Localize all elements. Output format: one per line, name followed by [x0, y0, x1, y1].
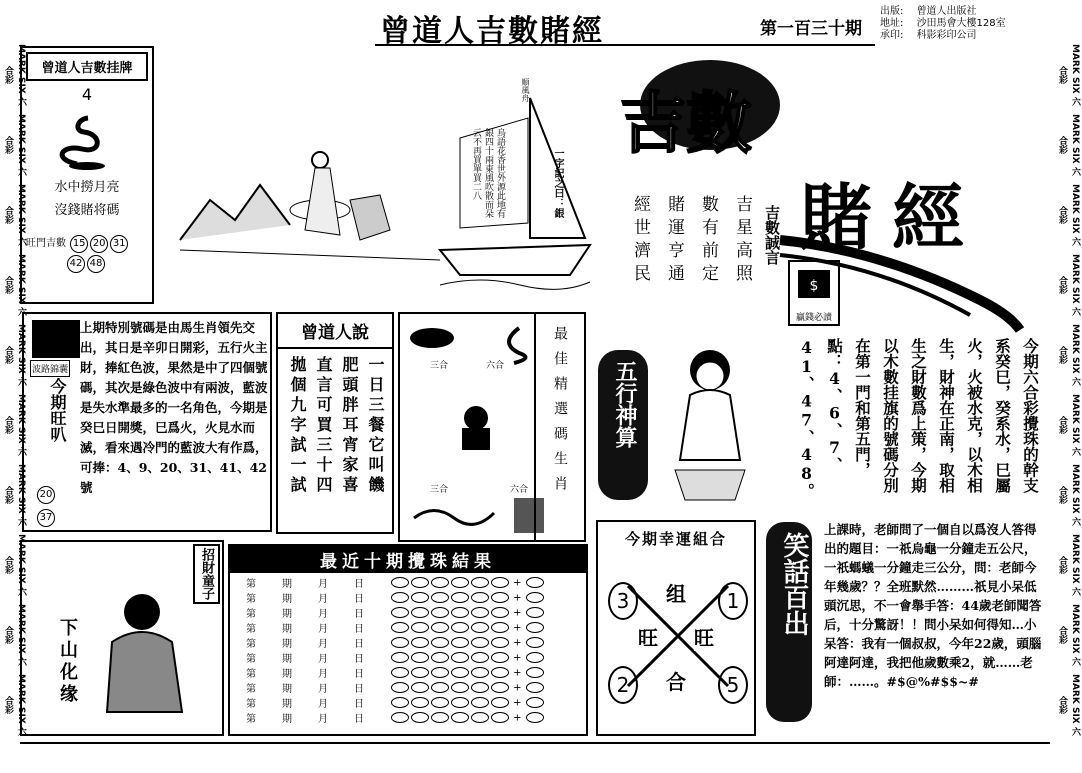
zodiac-label: 三合 [430, 485, 449, 495]
plus-sign: + [510, 652, 525, 664]
ball-slot [491, 712, 509, 723]
boat-poem-text: 烏語花香世外源此地有銀四十兩東風吹散而朵云不再買單買二八 [471, 128, 505, 218]
ball-slot [431, 712, 449, 723]
ball-slot [471, 697, 489, 708]
lucky-numbers-label: 旺門吉數 [26, 238, 66, 249]
win-badge-label: 贏錢必讀 [795, 313, 832, 323]
snake-icon [22, 104, 152, 174]
motto-head: 吉數誠言 [763, 205, 781, 265]
plus-sign: + [510, 637, 525, 649]
money-icon [790, 262, 838, 306]
ball-slot [411, 697, 429, 708]
results-row [244, 665, 547, 680]
zodiac-label: 六合 [486, 361, 505, 371]
ball-slot [451, 637, 469, 648]
results-cell: 第 [246, 594, 256, 605]
lucky-combo-box [596, 520, 756, 736]
ball-slot [451, 667, 469, 678]
descend-caption: 下山化缘 [57, 618, 78, 706]
lucky-number: 15 [70, 235, 88, 253]
ball-slot [391, 652, 409, 663]
results-row [244, 680, 547, 695]
zodiac-divider [534, 314, 536, 540]
ball-slot [471, 652, 489, 663]
special-ball-slot [526, 712, 544, 723]
results-cell: 日 [354, 714, 364, 725]
plus-sign: + [510, 712, 525, 724]
strip-label: MARK SIX 六合彩 [3, 674, 26, 736]
plus-sign: + [510, 622, 525, 634]
ball-slot [451, 697, 469, 708]
ball-slot [391, 667, 409, 678]
combo-number: 5 [718, 666, 748, 704]
ball-slot [391, 577, 409, 588]
zeng-col: 拋個九字試一試 [288, 356, 307, 496]
special-ball-slot [526, 652, 544, 663]
zodiac-animals [404, 318, 554, 538]
strip-label: MARK SIX 六合彩 [3, 324, 26, 386]
ball-slot [451, 622, 469, 633]
strip-label: MARK SIX 六合彩 [3, 464, 26, 526]
ball-slot [411, 652, 429, 663]
results-cell: 日 [354, 594, 364, 605]
right-side-strip [1056, 40, 1078, 740]
lucky-number: 20 [90, 235, 108, 253]
results-balls [388, 650, 547, 665]
results-balls [388, 680, 547, 695]
results-cell: 期 [282, 639, 292, 650]
special-ball-slot [526, 577, 544, 588]
strip-label: MARK SIX 六合彩 [1057, 254, 1080, 316]
results-balls [388, 635, 547, 650]
combo-char: 合 [666, 666, 686, 695]
results-cell: 日 [354, 609, 364, 620]
results-row [244, 710, 547, 725]
big-title-line2: 賭經 [800, 175, 985, 260]
results-cell: 第 [246, 639, 256, 650]
ball-slot [431, 667, 449, 678]
jokes-badge [766, 522, 812, 722]
motto-col: 經世濟民 [630, 195, 650, 287]
results-cell: 期 [282, 714, 292, 725]
zeng-says-title: 曾道人說 [278, 314, 392, 349]
strip-label: MARK SIX 六合彩 [1057, 604, 1080, 666]
plus-sign: + [510, 592, 525, 604]
ball-slot [431, 637, 449, 648]
results-cell: 第 [246, 624, 256, 635]
ball-slot [411, 592, 429, 603]
strip-label: MARK SIX 六合彩 [1057, 324, 1080, 386]
ball-slot [491, 697, 509, 708]
ball-slot [471, 667, 489, 678]
motto-col: 賭運亨通 [664, 195, 684, 287]
results-cell: 月 [318, 609, 328, 620]
strip-label: MARK SIX 六合彩 [3, 534, 26, 596]
ball-slot [491, 682, 509, 693]
special-ball-slot [526, 607, 544, 618]
ball-slot [391, 592, 409, 603]
ball-slot [411, 577, 429, 588]
results-row [244, 575, 547, 590]
results-cell: 月 [318, 699, 328, 710]
results-row [244, 620, 547, 635]
combo-char: 组 [666, 578, 686, 607]
results-cell: 月 [318, 594, 328, 605]
results-cell: 第 [246, 699, 256, 710]
results-cell: 第 [246, 714, 256, 725]
child-illustration [92, 582, 202, 732]
strip-label: MARK SIX 六合彩 [3, 254, 26, 316]
results-cell: 日 [354, 624, 364, 635]
motto-col: 吉星高照 [732, 195, 752, 287]
combo-char: 旺 [638, 622, 658, 651]
ball-slot [451, 712, 469, 723]
strip-label: MARK SIX 六合彩 [3, 44, 26, 106]
boat-hull-icon [440, 230, 590, 290]
zeng-col: 肥頭胖耳宵家喜 [340, 356, 359, 496]
ball-slot [411, 712, 429, 723]
results-cell: 日 [354, 699, 364, 710]
results-cell: 日 [354, 639, 364, 650]
results-cell: 日 [354, 579, 364, 590]
ball-slot [431, 652, 449, 663]
results-cell: 第 [246, 669, 256, 680]
results-cell: 月 [318, 714, 328, 725]
results-balls [388, 575, 547, 590]
wave-side-label: 今期旺叭 [48, 378, 67, 442]
right-text: 今期六合彩攪珠的幹支系癸巳，癸系水，巳屬火，火被水克，以木相生，財神在正南，取相生之財數爲上策，今期以木數挂旗的號碼分別在第一門和第五門，點：4、6、7、41、47、48。 [797, 338, 1040, 499]
svg-text:$: $ [809, 278, 819, 294]
lucky-number: 48 [87, 255, 105, 273]
results-cell: 期 [282, 609, 292, 620]
strip-label: MARK SIX 六合彩 [1057, 184, 1080, 246]
strip-label: MARK SIX 六合彩 [3, 394, 26, 456]
special-ball-slot [526, 592, 544, 603]
results-balls [388, 665, 547, 680]
strip-label: MARK SIX 六合彩 [1057, 44, 1080, 106]
special-ball-slot [526, 622, 544, 633]
ball-slot [391, 682, 409, 693]
jokes-title: 笑話百出 [779, 532, 809, 636]
motto-col: 數有前定 [698, 195, 718, 287]
ball-slot [491, 637, 509, 648]
results-cell: 期 [282, 594, 292, 605]
zeng-col: 直言可買三十四 [314, 356, 333, 496]
results-cell: 日 [354, 684, 364, 695]
results-balls [388, 620, 547, 635]
ball-slot [431, 577, 449, 588]
combo-number: 1 [718, 582, 748, 620]
strip-label: MARK SIX 六合彩 [3, 184, 26, 246]
results-cell: 期 [282, 669, 292, 680]
special-ball-slot [526, 697, 544, 708]
strip-label: MARK SIX 六合彩 [1057, 534, 1080, 596]
ball-slot [471, 592, 489, 603]
descend-badge: 招財童子 [193, 544, 220, 604]
strip-label: MARK SIX 六合彩 [3, 114, 26, 176]
ball-slot [391, 622, 409, 633]
zodiac-label: 三合 [430, 361, 449, 371]
ball-slot [431, 592, 449, 603]
ball-slot [411, 622, 429, 633]
results-cell: 第 [246, 609, 256, 620]
lottery-poem-number: 4 [81, 85, 93, 104]
zeng-says-box [276, 312, 394, 534]
ball-slot [491, 607, 509, 618]
deity-illustration [655, 340, 775, 510]
plus-sign: + [510, 682, 525, 694]
results-cell: 期 [282, 684, 292, 695]
ball-slot [471, 607, 489, 618]
wave-side-numbers [36, 482, 56, 528]
big-title-line1: 吉數 [620, 84, 752, 162]
results-cell: 第 [246, 684, 256, 695]
page-title: 曾道人吉數賭經 [380, 14, 604, 49]
results-box [228, 544, 588, 736]
results-cell: 月 [318, 654, 328, 665]
ball-slot [411, 637, 429, 648]
results-cell: 期 [282, 699, 292, 710]
ball-slot [431, 697, 449, 708]
special-ball-slot [526, 682, 544, 693]
ball-slot [431, 607, 449, 618]
results-cell: 月 [318, 624, 328, 635]
combo-number: 2 [608, 666, 638, 704]
results-cell: 日 [354, 654, 364, 665]
special-ball-slot [526, 637, 544, 648]
ball-slot [491, 622, 509, 633]
sail-label: 一字記之曰：銀 [552, 148, 563, 218]
lucky-combo-title: 今期幸運組合 [624, 530, 727, 548]
lottery-poem-line1: 水中撈月亮 [54, 180, 120, 195]
five-elements-title: 五行神算 [612, 360, 638, 448]
ball-slot [451, 577, 469, 588]
publisher-info: 出版: 曾道人出版社 地址: 沙田馬會大樓128室 承印: 科影彩印公司 [880, 6, 1006, 41]
ball-slot [491, 667, 509, 678]
special-ball-slot [526, 667, 544, 678]
ball-slot [471, 682, 489, 693]
strip-label: MARK SIX 六合彩 [1057, 674, 1080, 736]
ball-slot [391, 607, 409, 618]
results-row [244, 605, 547, 620]
results-cell: 月 [318, 579, 328, 590]
side-number: 37 [37, 509, 55, 527]
plus-sign: + [510, 697, 525, 709]
ball-slot [471, 712, 489, 723]
wave-badge: 波路錦囊 [30, 360, 70, 377]
results-row [244, 695, 547, 710]
descend-box [20, 540, 224, 736]
ball-slot [471, 622, 489, 633]
lucky-number: 42 [67, 255, 85, 273]
lottery-poem-title: 曾道人吉數挂牌 [26, 52, 148, 81]
boat-badge: 順風舟 [521, 78, 530, 102]
plus-sign: + [510, 577, 525, 589]
results-cell: 日 [354, 669, 364, 680]
results-row [244, 590, 547, 605]
ball-slot [471, 577, 489, 588]
issue-number: 第一百三十期 [760, 19, 862, 39]
strip-label: MARK SIX 六合彩 [1057, 464, 1080, 526]
results-cell: 月 [318, 684, 328, 695]
ball-slot [451, 592, 469, 603]
landscape-illustration [180, 140, 440, 280]
ball-slot [451, 652, 469, 663]
zodiac-side: 最佳精選碼生肖 [552, 326, 568, 501]
results-table [244, 575, 547, 725]
ball-slot [451, 607, 469, 618]
lucky-numbers-row [26, 234, 148, 274]
strip-label: MARK SIX 六合彩 [3, 604, 26, 666]
ball-slot [471, 637, 489, 648]
results-balls [388, 695, 547, 710]
results-row [244, 635, 547, 650]
header-rule [375, 44, 875, 46]
strip-label: MARK SIX 六合彩 [1057, 114, 1080, 176]
plus-sign: + [510, 667, 525, 679]
ball-slot [391, 637, 409, 648]
ball-slot [491, 592, 509, 603]
results-cell: 第 [246, 579, 256, 590]
zodiac-label: 六合 [510, 485, 529, 495]
results-cell: 月 [318, 639, 328, 650]
strip-label: MARK SIX 六合彩 [1057, 394, 1080, 456]
wave-box [22, 312, 272, 532]
hand-icon [32, 320, 80, 358]
results-balls [388, 710, 547, 725]
results-title: 最近十期攪珠結果 [230, 546, 586, 573]
five-elements-badge [598, 350, 648, 500]
jokes-text: 上課時，老師問了一個自以爲沒人答得出的題目：一祇烏龜一分鐘走五公尺，一祇螞蟻一分鐘走三公分，問：老師今年幾歲？？全班默然………祇見小呆低頭沉思，不一會舉手答：44歲老師聞答后，十分驚訝！！問小呆如何得知…小呆答：我有一個叔叔，今年22歲，頭腦阿達阿達，我把他歲數乘2，就……老師：……。#$@%#$$~# [824, 522, 1042, 689]
boat-poem [470, 78, 590, 228]
lucky-number: 31 [110, 235, 128, 253]
results-cell: 月 [318, 669, 328, 680]
win-badge [788, 260, 840, 326]
results-row [244, 650, 547, 665]
zodiac-box [398, 312, 586, 542]
results-cell: 期 [282, 624, 292, 635]
ball-slot [451, 682, 469, 693]
ball-slot [491, 652, 509, 663]
motto-block [612, 195, 782, 325]
combo-char: 旺 [694, 622, 714, 651]
plus-sign: + [510, 607, 525, 619]
ball-slot [391, 712, 409, 723]
results-balls [388, 605, 547, 620]
combo-number: 3 [608, 582, 638, 620]
bottom-rule [20, 742, 1050, 744]
zeng-col: 一日三餐它叫饑 [366, 356, 385, 496]
lottery-poem-line2: 沒錢賭将碼 [54, 203, 120, 218]
wave-text: 上期特別號碼是由馬生肖領先交出，其日是辛卯日開彩，五行火主財，捧紅色波，果然是中了四個號碼，其次是綠色波中有兩波，藍波是失水準最多的一名角色，今期是癸巳日開獎，巳爲火，火見水而滅，看來遇冷門的藍波大有作爲，可捧：4、9、20、31、41、42號 [80, 320, 268, 495]
ball-slot [411, 682, 429, 693]
lottery-poem-box [20, 46, 154, 304]
side-number: 20 [37, 486, 55, 504]
results-balls [388, 590, 547, 605]
ball-slot [431, 622, 449, 633]
results-cell: 期 [282, 654, 292, 665]
right-text-block [784, 338, 1044, 508]
ball-slot [411, 667, 429, 678]
ball-slot [411, 607, 429, 618]
ball-slot [431, 682, 449, 693]
ball-slot [391, 697, 409, 708]
ball-slot [491, 577, 509, 588]
results-cell: 第 [246, 654, 256, 665]
results-cell: 期 [282, 579, 292, 590]
